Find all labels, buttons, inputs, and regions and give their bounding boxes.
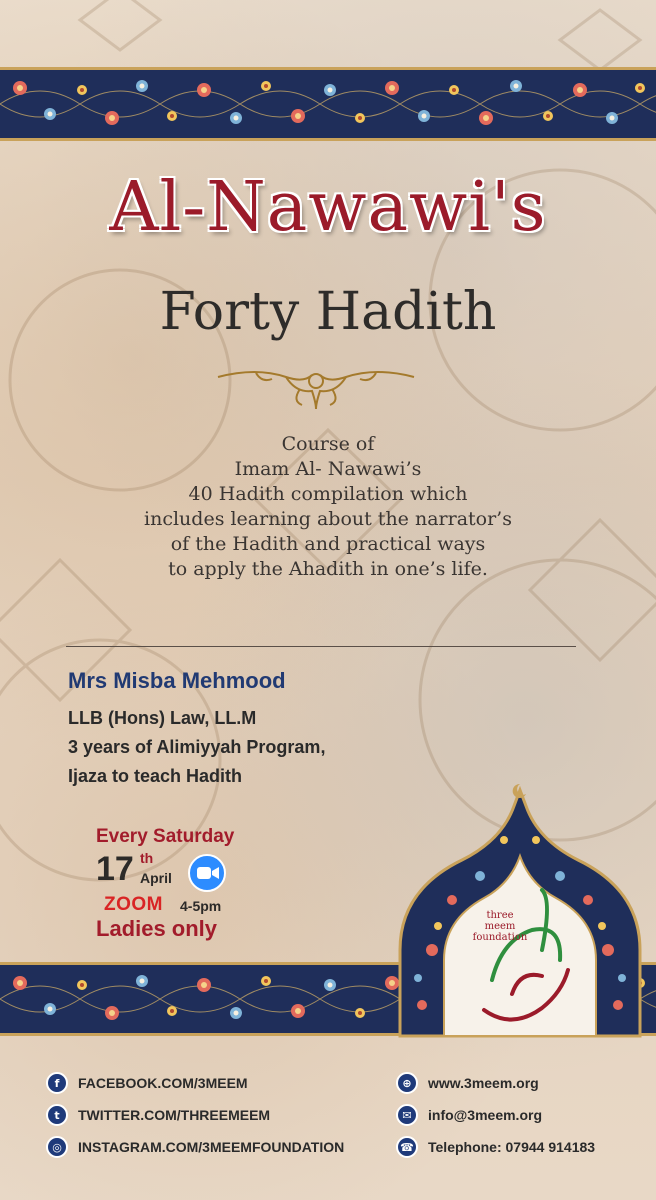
contact-email[interactable] [396,1102,542,1128]
contact-footer [0,1048,656,1200]
teacher-info [68,668,325,791]
zoom-logo-text: ZOOM [104,894,163,915]
date-month: April [140,870,172,886]
envelope-icon: ✉ [396,1104,418,1126]
contact-twitter[interactable] [46,1102,270,1128]
teacher-qualification: 3 years of Alimiyyah Program, [68,737,326,757]
description-line: Imam Al- Nawawi’s [234,458,422,480]
description-line: includes learning about the narrator’s [144,508,512,530]
contact-telephone[interactable] [396,1134,595,1160]
contact-instagram[interactable] [46,1134,344,1160]
logo-line: foundation [472,932,528,943]
phone-icon: ☎ [396,1136,418,1158]
twitter-icon: t [46,1104,68,1126]
schedule-frequency: Every Saturday [96,826,235,847]
description-line: 40 Hadith compilation which [188,483,468,505]
course-subtitle: Forty Hadith [159,282,497,342]
logo-text [470,910,530,943]
email-link[interactable]: info@3meem.org [428,1107,543,1123]
audience-label: Ladies only [96,916,218,941]
teacher-qualification: Ijaza to teach Hadith [68,766,243,786]
top-ornamental-border [0,67,656,141]
logo-line: three [486,910,514,921]
zoom-row [88,894,278,916]
schedule-date [88,850,278,894]
facebook-icon: f [46,1072,68,1094]
instagram-icon: ◎ [46,1136,68,1158]
date-suffix: th [140,850,154,866]
teacher-qualification: LLB (Hons) Law, LL.M [68,708,257,728]
twitter-link[interactable]: TWITTER.COM/THREEMEEM [78,1107,271,1123]
description-line: of the Hadith and practical ways [170,533,486,555]
schedule-time: 4-5pm [180,898,222,914]
contact-website[interactable] [396,1070,539,1096]
telephone-link[interactable]: Telephone: 07944 914183 [428,1139,596,1155]
teacher-name: Mrs Misba Mehmood [68,668,286,693]
schedule-block [88,826,278,942]
ornamental-flourish [216,363,416,413]
divider [66,646,576,647]
description-line: to apply the Ahadith in one’s life. [168,558,488,580]
contact-facebook[interactable] [46,1070,248,1096]
date-day: 17 [96,850,134,888]
course-description [60,432,596,582]
website-link[interactable]: www.3meem.org [428,1075,539,1091]
description-line: Course of [281,433,375,455]
course-title: Al-Nawawi's [109,168,547,247]
instagram-link[interactable]: INSTAGRAM.COM/3MEEMFOUNDATION [78,1139,345,1155]
globe-icon: ⊕ [396,1072,418,1094]
facebook-link[interactable]: FACEBOOK.COM/3MEEM [78,1075,248,1091]
logo-line: meem [484,921,516,932]
zoom-camera-icon [188,854,226,892]
